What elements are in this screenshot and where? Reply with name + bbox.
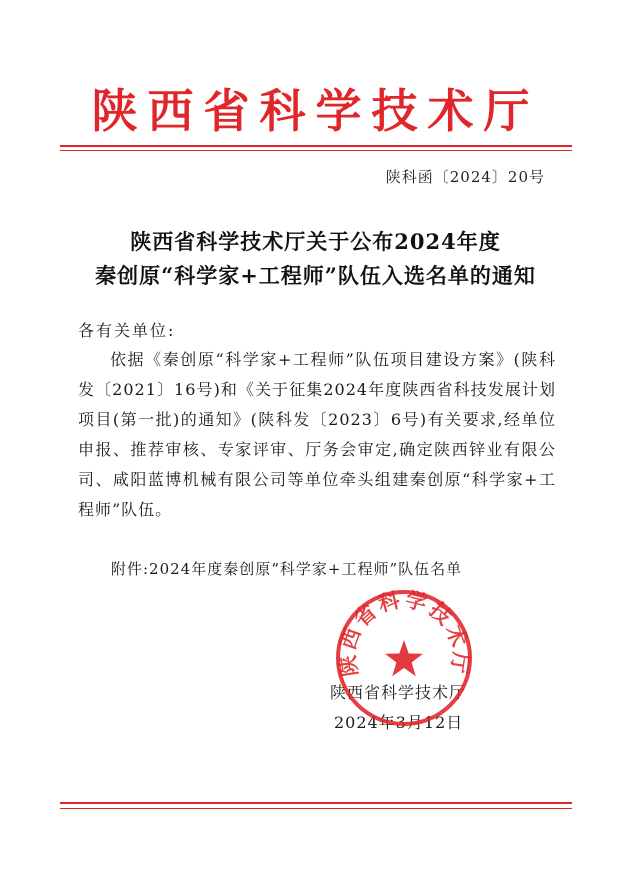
- letterhead-title: 陕西省科学技术厅: [91, 84, 540, 138]
- salutation: 各有关单位:: [78, 321, 176, 340]
- letterhead-rule-thin: [60, 150, 572, 151]
- official-seal-icon: [334, 588, 474, 728]
- notice-title-line-1: 陕西省科学技术厅关于公布2024年度: [130, 229, 501, 254]
- seal-star-icon: [385, 640, 423, 676]
- footer-rule-thick: [60, 802, 572, 804]
- issuer-signature: 陕西省科学技术厅: [330, 683, 467, 702]
- attachment-line: 附件:2024年度秦创原“科学家+工程师”队伍名单: [111, 560, 463, 578]
- issue-date: 2024年3月12日: [334, 713, 464, 732]
- notice-title-line-2: 秦创原“科学家+工程师”队伍入选名单的通知: [95, 263, 536, 288]
- seal-text: 陕西省科学技术厅: [334, 588, 474, 679]
- body-paragraph: 依据《秦创原“科学家+工程师”队伍项目建设方案》(陕科发〔2021〕16号)和《关于征集2024年度陕西省科技发展计划项目(第一批)的通知》(陕科发〔2023〕6号)有关要求,经单位申报、推荐审核、专家评审、厅务会审定,确定陕西锌业有限公司、咸阳蓝博机械有限公司等单位牵头组建秦创原“科学家+工程师”队伍。: [78, 350, 556, 519]
- footer-rule-thin: [60, 808, 572, 809]
- document-number: 陕科函〔2024〕20号: [385, 168, 545, 186]
- letterhead-rule-thick: [60, 145, 572, 147]
